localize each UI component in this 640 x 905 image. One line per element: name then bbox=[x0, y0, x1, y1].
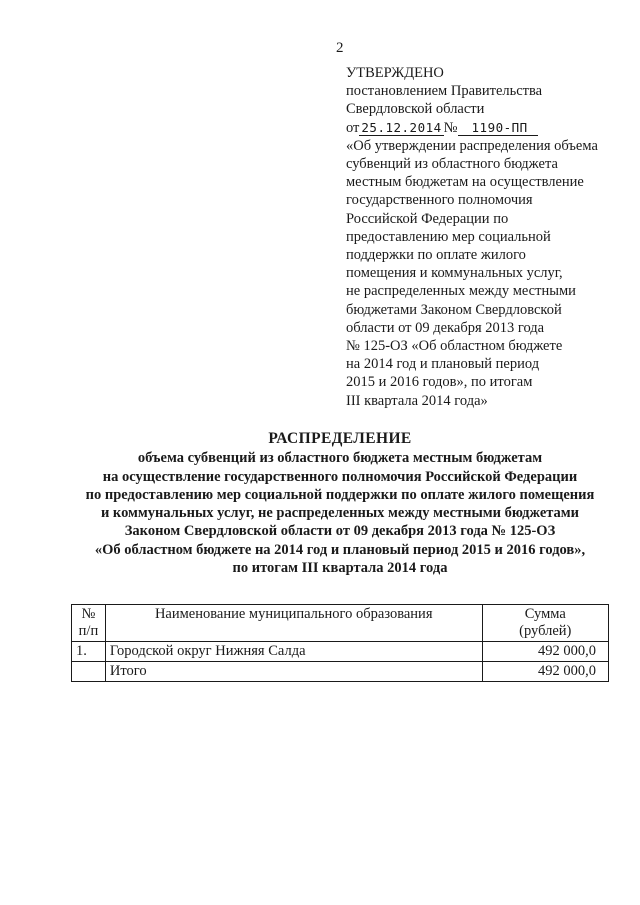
resolution-line: предоставлению мер социальной bbox=[346, 228, 551, 245]
heading-line: объема субвенций из областного бюджета местным бюджетам bbox=[137, 450, 543, 467]
heading-line: по предоставлению мер социальной поддержки по оплате жилого помещения bbox=[85, 486, 595, 503]
resolution-line: субвенций из областного бюджета bbox=[346, 156, 558, 173]
header-amount-line-1: Сумма bbox=[524, 606, 566, 622]
approval-block bbox=[346, 64, 616, 410]
row-number: 1. bbox=[72, 642, 106, 662]
total-label: Итого bbox=[105, 662, 482, 682]
resolution-line: государственного полномочия bbox=[346, 192, 533, 209]
table-row bbox=[72, 642, 609, 662]
resolution-line: 2015 и 2016 годов», по итогам bbox=[346, 374, 533, 391]
table-total-row bbox=[72, 662, 609, 682]
resolution-line: поддержки по оплате жилого bbox=[346, 247, 526, 264]
distribution-table bbox=[71, 604, 609, 682]
total-amount: 492 000,0 bbox=[482, 662, 608, 682]
resolution-line: не распределенных между местными bbox=[346, 283, 576, 300]
resolution-line: «Об утверждении распределения объема bbox=[346, 137, 598, 154]
approval-line-2: Свердловской области bbox=[346, 101, 485, 118]
heading-line: на осуществление государственного полномочия Российской Федерации bbox=[102, 468, 578, 485]
heading-line: и коммунальных услуг, не распределенных между местными бюджетами bbox=[100, 505, 580, 522]
resolution-line: области от 09 декабря 2013 года bbox=[346, 319, 545, 336]
resolution-line: Российской Федерации по bbox=[346, 210, 509, 227]
row-municipality: Городской округ Нижняя Салда bbox=[105, 642, 482, 662]
table-header-row bbox=[72, 605, 609, 642]
approval-date-line bbox=[346, 119, 616, 137]
resolution-line: № 125-ОЗ «Об областном бюджете bbox=[346, 338, 563, 355]
header-municipality: Наименование муниципального образования bbox=[105, 605, 482, 642]
resolution-line: III квартала 2014 года» bbox=[346, 392, 488, 409]
document-title: РАСПРЕДЕЛЕНИЕ bbox=[268, 430, 412, 447]
header-amount-line-2: (рублей) bbox=[519, 623, 572, 639]
number-sign: № bbox=[443, 119, 458, 136]
header-amount bbox=[482, 605, 608, 642]
total-number bbox=[72, 662, 106, 682]
date-prefix: от bbox=[346, 119, 360, 136]
resolution-line: на 2014 год и плановый период bbox=[346, 356, 540, 373]
header-number-line-1: № bbox=[81, 606, 96, 622]
resolution-number: 1190-ПП bbox=[458, 120, 538, 136]
document-heading bbox=[40, 430, 640, 577]
header-number-line-2: п/п bbox=[78, 623, 99, 639]
page-number: 2 bbox=[336, 40, 344, 56]
resolution-line: бюджетами Законом Свердловской bbox=[346, 301, 562, 318]
row-amount: 492 000,0 bbox=[482, 642, 608, 662]
approval-line-1: постановлением Правительства bbox=[346, 83, 543, 100]
heading-line: «Об областном бюджете на 2014 год и плановый период 2015 и 2016 годов», bbox=[94, 541, 586, 558]
heading-line: по итогам III квартала 2014 года bbox=[232, 560, 448, 577]
heading-line: Законом Свердловской области от 09 декабря 2013 года № 125-ОЗ bbox=[124, 523, 556, 540]
header-number bbox=[72, 605, 106, 642]
resolution-line: помещения и коммунальных услуг, bbox=[346, 265, 563, 282]
resolution-date: 25.12.2014 bbox=[361, 119, 442, 135]
approval-stamp: УТВЕРЖДЕНО bbox=[346, 65, 444, 81]
resolution-line: местным бюджетам на осуществление bbox=[346, 174, 584, 191]
